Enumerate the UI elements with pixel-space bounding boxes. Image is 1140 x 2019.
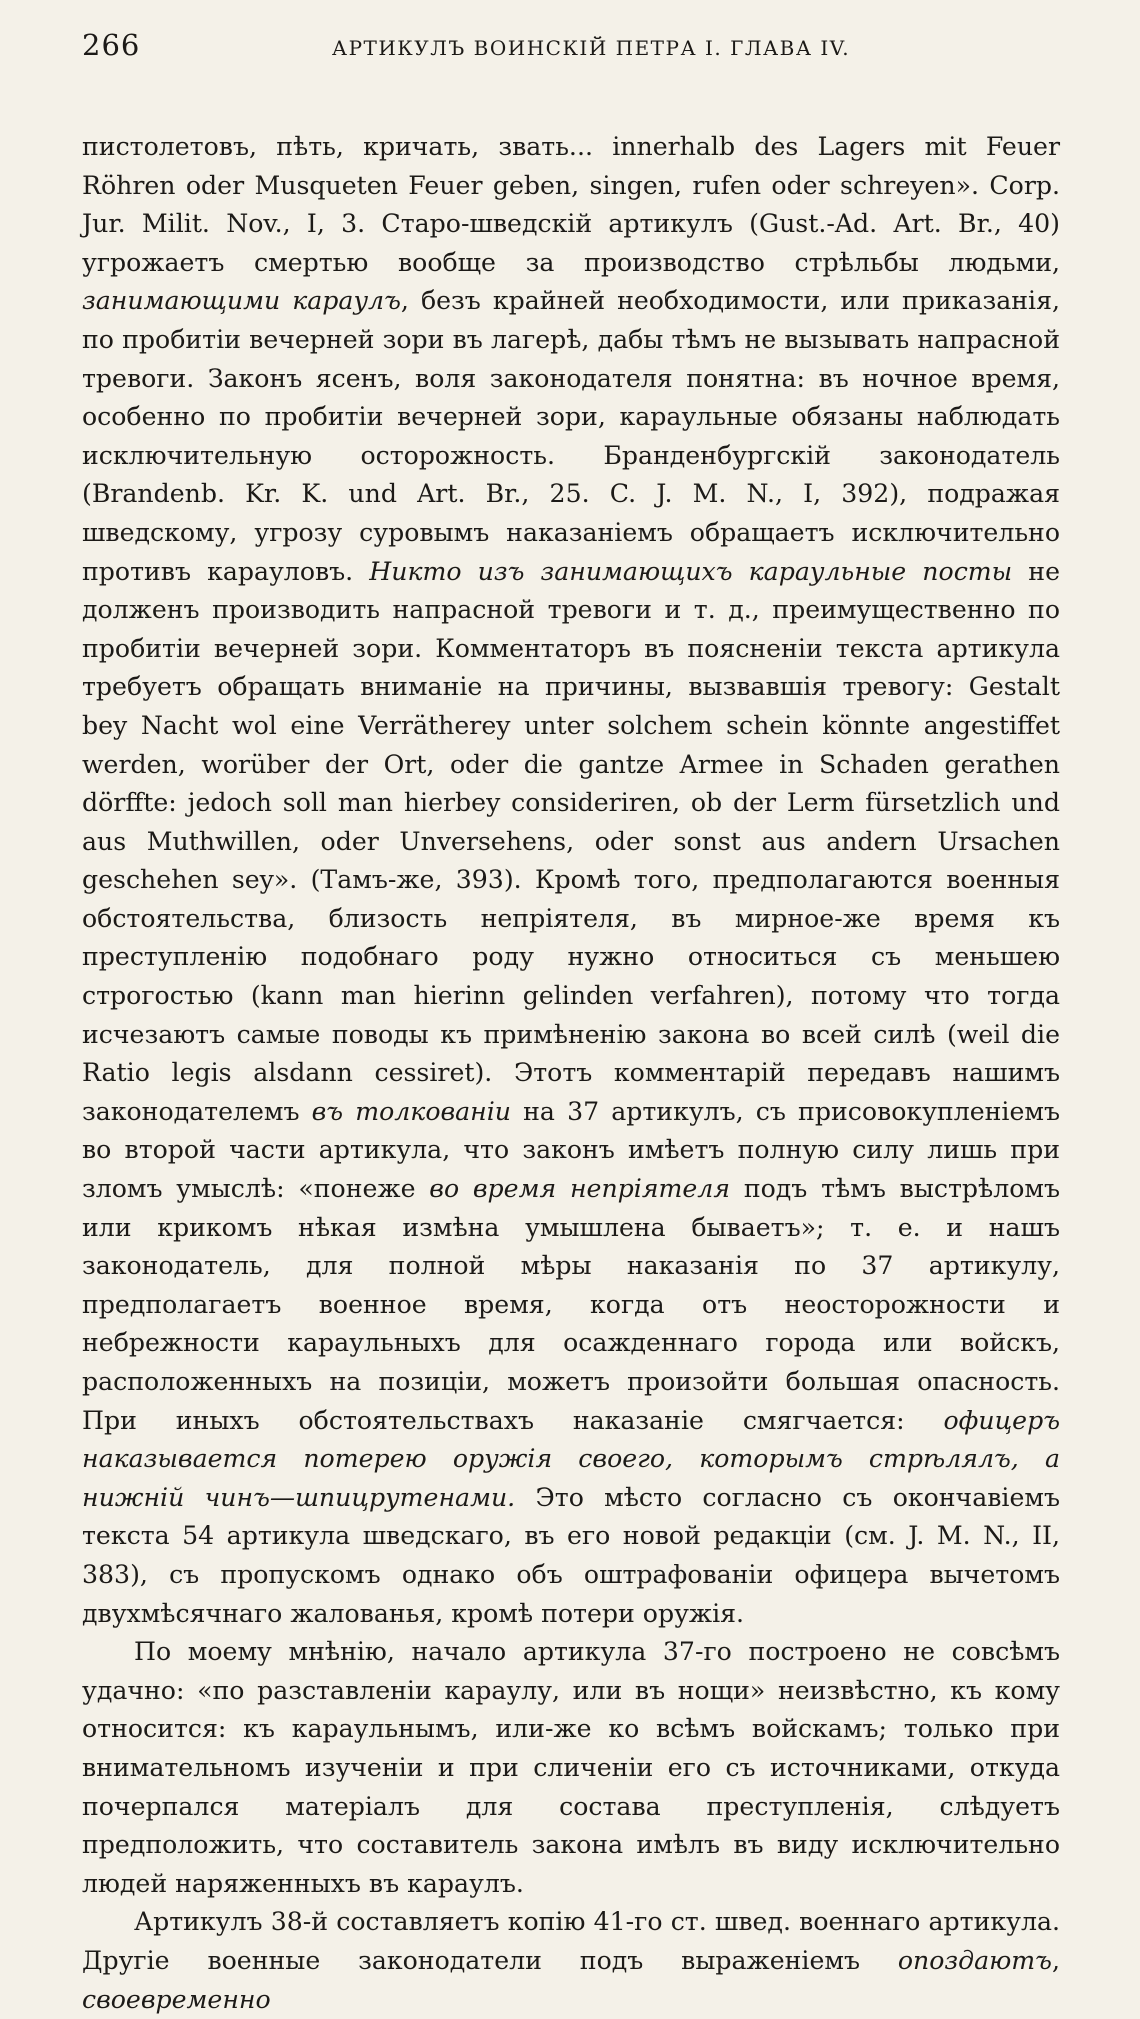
- italic-segment: своевременно: [82, 1984, 271, 2014]
- text-segment: Артикулъ 38-й составляетъ копію 41-го ст. швед. военнаго артикула. Другіе военные законодатели подъ выраженіемъ: [82, 1907, 1060, 1975]
- text-segment: на 37 артикулъ, съ присовокупленіемъ во второй части артикула, что законъ имѣетъ полную силу лишь при зломъ умыслѣ: «понеже: [82, 1096, 1060, 1204]
- page-header: [82, 28, 1060, 90]
- running-title: АРТИКУЛЪ ВОИНСКІЙ ПЕТРА I. ГЛАВА IV.: [331, 36, 851, 60]
- paragraph-1: [82, 128, 1060, 1633]
- italic-segment: во время непріятеля: [429, 1174, 731, 1204]
- italic-segment: въ толкованіи: [311, 1096, 512, 1126]
- text-segment: пистолетовъ, пѣть, кричать, звать... innerhalb des Lagers mit Feuer Röhren oder Musqueten Feuer geben, singen, rufen oder schreyen». Corp. Jur. Milit. Nov., I, 3. Старо-шведскій артикулъ (Gust.-Ad. Art. Br., 40) угрожаетъ смертью вообще за производство стрѣльбы людьми,: [82, 132, 1060, 277]
- italic-segment: опоздаютъ: [897, 1945, 1052, 1975]
- text-segment: По моему мнѣнію, начало артикула 37-го построено не совсѣмъ удачно: «по разставленіи караулу, или въ нощи» неизвѣстно, къ кому относится: къ караульнымъ, или-же ко всѣмъ войскамъ; только при внимательномъ изученіи и при сличеніи его съ источниками, откуда почерпался матеріалъ для состава преступленія, слѣдуетъ предположить, что составитель закона имѣлъ въ виду исключительно людей наряженныхъ въ караулъ.: [82, 1637, 1060, 1898]
- text-segment: не долженъ производить напрасной тревоги и т. д., преимущественно по пробитіи вечерней зори. Комментаторъ въ поясненіи текста артикула требуетъ обращать вниманіе на причины, вызвавшія тревогу: Gestalt bey Nacht wol eine Verrätherey unter solchem schein könnte angestiffet werden, worüber der Ort, oder die gantze Armee in Schaden gerathen dörffte: jedoch soll man hierbey consideriren, ob der Lerm fürsetzlich und aus Muthwillen, oder Unversehens, oder sonst aus andern Ursachen geschehen sey». (Тамъ-же, 393). Кромѣ того, предполагаются военныя обстоятельства, близость непріятеля, въ мирное-же время къ преступленію подобнаго роду нужно относиться съ меньшею строгостью (kann man hierinn gelinden verfahren), потому что тогда исчезаютъ самые поводы къ примѣненію закона во всей силѣ (weil die Ratio legis alsdann cessiret). Этотъ комментарій передавъ нашимъ законодателемъ: [82, 556, 1060, 1126]
- body-text: [82, 128, 1060, 2019]
- italic-segment: офицеръ наказывается потерею оружія своего, которымъ стрѣлялъ, а нижній чинъ—шпицрутенами.: [82, 1405, 1060, 1512]
- paragraph-3: [82, 1903, 1060, 2019]
- page-number: 266: [82, 28, 141, 62]
- text-segment: , безъ крайней необходимости, или приказанія, по пробитіи вечерней зори въ лагерѣ, дабы тѣмъ не вызывать напрасной тревоги. Законъ ясенъ, воля законодателя понятна: въ ночное время, особенно по пробитіи вечерней зори, караульные обязаны наблюдать исключительную осторожность. Бранденбургскій законодатель (Brandenb. Kr. K. und Art. Br., 25. C. J. M. N., I, 392), подражая шведскому, угрозу суровымъ наказаніемъ обращаетъ исключительно противъ карауловъ.: [82, 286, 1061, 586]
- text-segment: Это мѣсто согласно съ окончавіемъ текста 54 артикула шведскаго, въ его новой редакціи (см. J. M. N., II, 383), съ пропускомъ однако объ оштрафованіи офицера вычетомъ двухмѣсячнаго жалованья, кромѣ потери оружія.: [82, 1482, 1060, 1628]
- text-segment: ,: [1051, 1945, 1060, 1975]
- italic-segment: Никто изъ занимающихъ караульные посты: [369, 556, 1013, 586]
- italic-segment: занимающими караулъ: [82, 286, 401, 316]
- paragraph-2: [82, 1633, 1060, 1903]
- text-segment: подъ тѣмъ выстрѣломъ или крикомъ нѣкая измѣна умышлена бываетъ»; т. е. и нашъ законодатель, для полной мѣры наказанія по 37 артикулу, предполагаетъ военное время, когда отъ неосторожности и небрежности караульныхъ для осажденнаго города или войскъ, расположенныхъ на позиціи, можетъ произойти большая опасность. При иныхъ обстоятельствахъ наказаніе смягчается:: [82, 1174, 1060, 1435]
